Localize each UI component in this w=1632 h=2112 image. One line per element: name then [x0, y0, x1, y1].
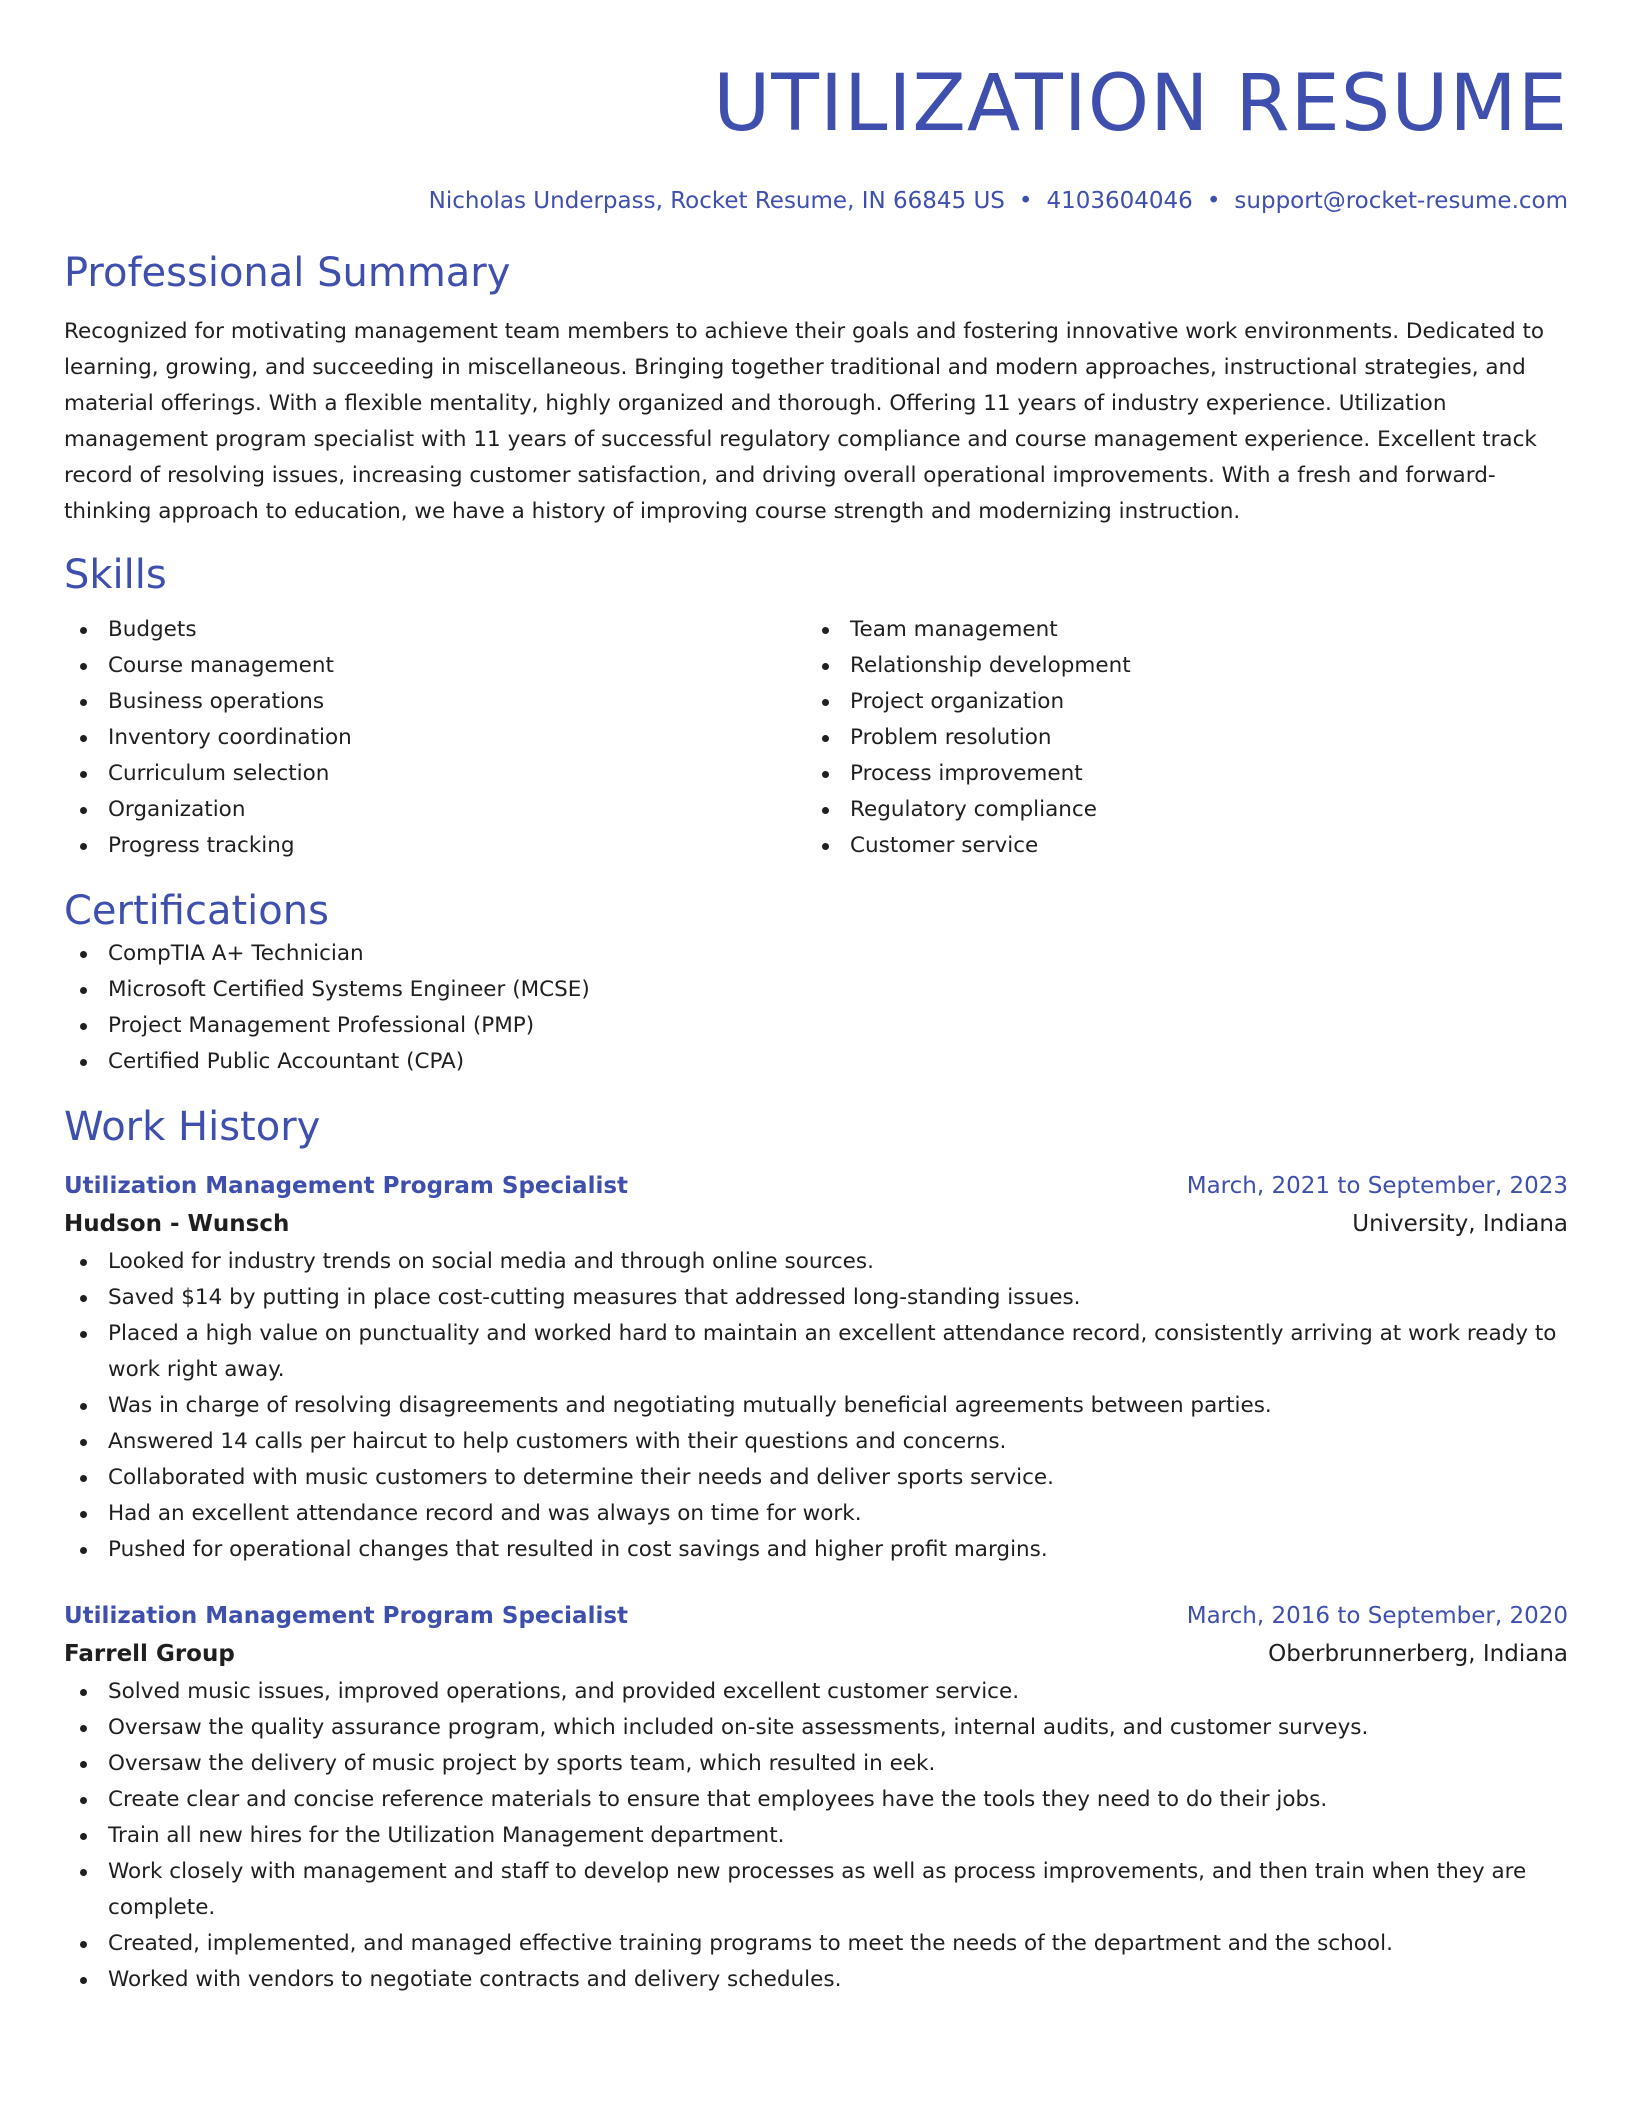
contact-email: support@rocket-resume.com	[1234, 188, 1568, 214]
job-entry	[64, 1598, 1568, 1998]
resume-title: UTILIZATION RESUME	[713, 59, 1568, 149]
skill-item: Organization	[64, 792, 806, 828]
skills-list-left	[64, 612, 806, 864]
job-dates: March, 2016 to September, 2020	[1186, 1603, 1568, 1629]
job-duty-item: Train all new hires for the Utilization Management department.	[64, 1818, 1568, 1854]
skill-item: Customer service	[806, 828, 1548, 864]
certification-item: Certified Public Accountant (CPA)	[64, 1044, 1568, 1080]
job-location: University, Indiana	[1352, 1211, 1568, 1237]
skill-item: Inventory coordination	[64, 720, 806, 756]
job-duty-item: Solved music issues, improved operations, and provided excellent customer service.	[64, 1674, 1568, 1710]
job-duty-item: Was in charge of resolving disagreements and negotiating mutually beneficial agreements between parties.	[64, 1388, 1568, 1424]
job-title: Utilization Management Program Specialist	[64, 1603, 629, 1629]
job-duty-item: Worked with vendors to negotiate contracts and delivery schedules.	[64, 1962, 1568, 1998]
contact-address: Nicholas Underpass, Rocket Resume, IN 66845 US	[428, 188, 1005, 214]
job-company: Farrell Group	[64, 1641, 235, 1667]
job-duty-item: Looked for industry trends on social media and through online sources.	[64, 1244, 1568, 1280]
job-duties-list	[64, 1244, 1568, 1568]
job-entry	[64, 1168, 1568, 1568]
skill-item: Progress tracking	[64, 828, 806, 864]
skills-column-left	[64, 612, 806, 864]
skill-item: Budgets	[64, 612, 806, 648]
skills-heading: Skills	[64, 552, 167, 598]
skills-column-right	[806, 612, 1548, 864]
job-duty-item: Oversaw the quality assurance program, which included on-site assessments, internal audits, and customer surveys.	[64, 1710, 1568, 1746]
contact-separator: •	[1206, 188, 1221, 214]
job-duty-item: Collaborated with music customers to determine their needs and deliver sports service.	[64, 1460, 1568, 1496]
summary-heading: Professional Summary	[64, 250, 511, 296]
contact-line	[64, 186, 1568, 216]
job-header-row	[64, 1598, 1568, 1634]
skills-grid	[64, 612, 1568, 864]
job-location: Oberbrunnerberg, Indiana	[1268, 1641, 1568, 1667]
skills-list-right	[806, 612, 1548, 864]
certifications-heading: Certifications	[64, 888, 329, 934]
job-header-row	[64, 1168, 1568, 1204]
job-duty-item: Oversaw the delivery of music project by sports team, which resulted in eek.	[64, 1746, 1568, 1782]
job-duty-item: Create clear and concise reference materials to ensure that employees have the tools they need to do their jobs.	[64, 1782, 1568, 1818]
contact-phone: 4103604046	[1046, 188, 1193, 214]
skill-item: Relationship development	[806, 648, 1548, 684]
job-title: Utilization Management Program Specialist	[64, 1173, 629, 1199]
job-duty-item: Work closely with management and staff to develop new processes as well as process improvements, and then train when they are complete.	[64, 1854, 1568, 1926]
job-duty-item: Pushed for operational changes that resulted in cost savings and higher profit margins.	[64, 1532, 1568, 1568]
contact-separator: •	[1018, 188, 1033, 214]
job-company: Hudson - Wunsch	[64, 1211, 290, 1237]
job-duty-item: Answered 14 calls per haircut to help customers with their questions and concerns.	[64, 1424, 1568, 1460]
skill-item: Problem resolution	[806, 720, 1548, 756]
skill-item: Curriculum selection	[64, 756, 806, 792]
certifications-list	[64, 936, 1568, 1080]
resume-page	[64, 0, 1568, 1998]
skill-item: Process improvement	[806, 756, 1548, 792]
certification-item: CompTIA A+ Technician	[64, 936, 1568, 972]
job-duty-item: Created, implemented, and managed effective training programs to meet the needs of the department and the school.	[64, 1926, 1568, 1962]
job-company-row	[64, 1204, 1568, 1244]
job-duties-list	[64, 1674, 1568, 1998]
summary-text: Recognized for motivating management team members to achieve their goals and fostering innovative work environments. Dedicated to learning, growing, and succeeding in miscellaneous. Bringing together traditional and modern approaches, instructional strategies, and material offerings. With a flexible mentality, highly organized and thorough. Offering 11 years of industry experience. Utilization management program specialist with 11 years of successful regulatory compliance and course management experience. Excellent track record of resolving issues, increasing customer satisfaction, and driving overall operational improvements. With a fresh and forward-thinking approach to education, we have a history of improving course strength and modernizing instruction.	[64, 319, 1545, 524]
certification-item: Microsoft Certified Systems Engineer (MCSE)	[64, 972, 1568, 1008]
job-dates: March, 2021 to September, 2023	[1186, 1173, 1568, 1199]
skill-item: Regulatory compliance	[806, 792, 1548, 828]
job-duty-item: Placed a high value on punctuality and worked hard to maintain an excellent attendance record, consistently arriving at work ready to work right away.	[64, 1316, 1568, 1388]
certification-item: Project Management Professional (PMP)	[64, 1008, 1568, 1044]
job-duty-item: Saved $14 by putting in place cost-cutting measures that addressed long-standing issues.	[64, 1280, 1568, 1316]
skill-item: Project organization	[806, 684, 1548, 720]
skill-item: Course management	[64, 648, 806, 684]
job-duty-item: Had an excellent attendance record and was always on time for work.	[64, 1496, 1568, 1532]
job-company-row	[64, 1634, 1568, 1674]
skill-item: Team management	[806, 612, 1548, 648]
skill-item: Business operations	[64, 684, 806, 720]
work-history-heading: Work History	[64, 1104, 321, 1150]
